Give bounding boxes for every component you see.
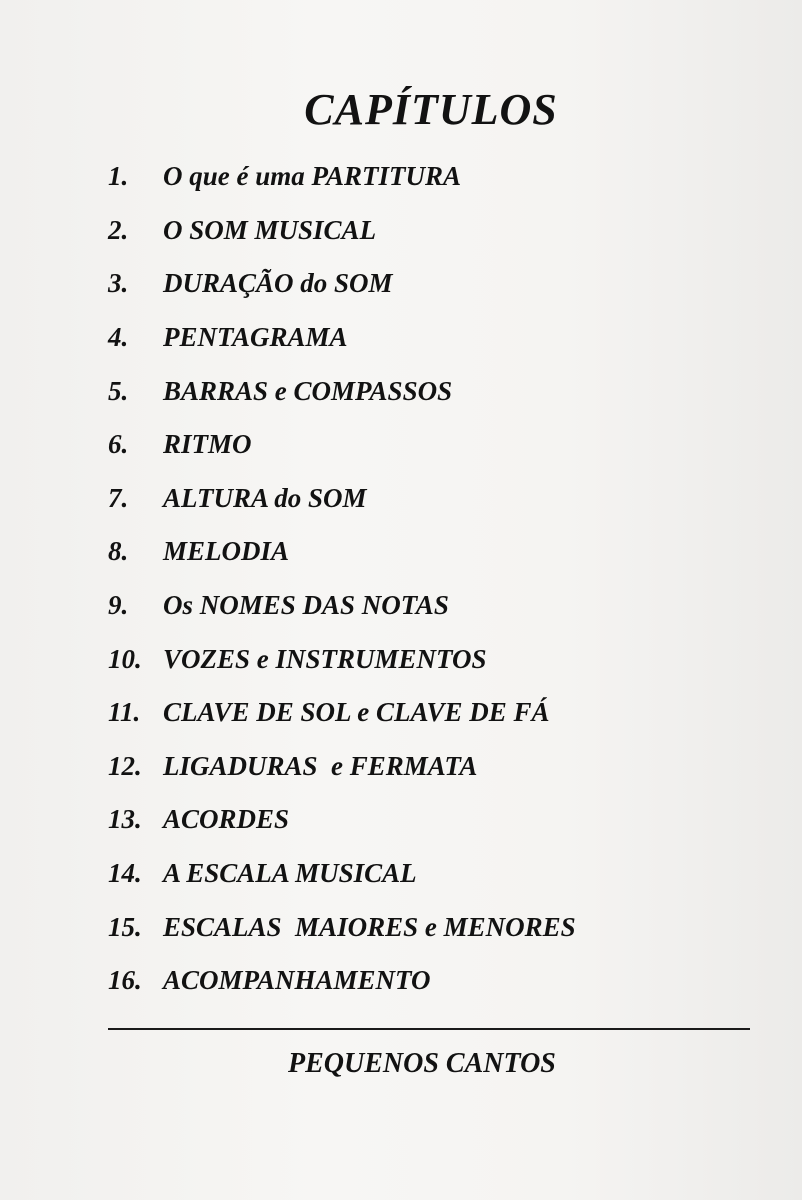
chapter-title: Os NOMES DAS NOTAS <box>163 590 449 621</box>
chapter-title: LIGADURAS e FERMATA <box>163 750 478 781</box>
chapter-number: 8. <box>108 536 129 567</box>
chapter-list <box>108 150 768 1008</box>
chapter-item <box>108 150 768 204</box>
chapter-item <box>108 954 768 1008</box>
chapter-number: 11. <box>108 697 141 728</box>
chapter-item <box>108 686 768 740</box>
chapter-item <box>108 525 768 579</box>
chapter-number: 13. <box>108 804 142 835</box>
chapter-title: DURAÇÃO do SOM <box>163 268 393 299</box>
chapter-item <box>108 847 768 901</box>
chapter-title: CLAVE DE SOL e CLAVE DE FÁ <box>163 697 550 728</box>
chapter-item <box>108 793 768 847</box>
chapter-item <box>108 900 768 954</box>
chapter-title: VOZES e INSTRUMENTOS <box>163 643 487 674</box>
chapter-number: 14. <box>108 858 142 889</box>
chapter-number: 7. <box>108 482 129 513</box>
chapter-number: 12. <box>108 750 142 781</box>
chapter-title: ACOMPANHAMENTO <box>163 965 431 996</box>
chapter-title: O que é uma PARTITURA <box>163 161 462 192</box>
chapter-number: 5. <box>108 375 129 406</box>
chapter-item <box>108 472 768 526</box>
chapter-item <box>108 257 768 311</box>
chapter-item <box>108 740 768 794</box>
chapter-title: MELODIA <box>163 536 290 567</box>
chapter-item <box>108 204 768 258</box>
page-title: CAPÍTULOS <box>304 85 558 134</box>
chapter-item <box>108 364 768 418</box>
chapter-number: 4. <box>108 322 129 353</box>
chapter-item <box>108 579 768 633</box>
chapter-number: 6. <box>108 429 129 460</box>
chapter-title: RITMO <box>163 429 252 460</box>
chapter-number: 3. <box>108 268 129 299</box>
chapter-number: 15. <box>108 911 142 942</box>
chapter-title: BARRAS e COMPASSOS <box>163 375 453 406</box>
chapter-number: 16. <box>108 965 142 996</box>
section-divider <box>108 1028 750 1030</box>
footer-heading: PEQUENOS CANTOS <box>288 1048 556 1079</box>
chapter-number: 1. <box>108 161 129 192</box>
chapter-number: 10. <box>108 643 142 674</box>
chapter-title: ESCALAS MAIORES e MENORES <box>163 911 576 942</box>
chapter-item <box>108 632 768 686</box>
chapter-title: PENTAGRAMA <box>163 322 348 353</box>
chapter-title: ACORDES <box>163 804 290 835</box>
chapter-item <box>108 418 768 472</box>
chapter-number: 9. <box>108 590 129 621</box>
chapter-title: O SOM MUSICAL <box>163 214 377 245</box>
chapter-title: ALTURA do SOM <box>163 482 367 513</box>
chapter-number: 2. <box>108 214 129 245</box>
chapter-title: A ESCALA MUSICAL <box>163 858 417 889</box>
chapter-item <box>108 311 768 365</box>
